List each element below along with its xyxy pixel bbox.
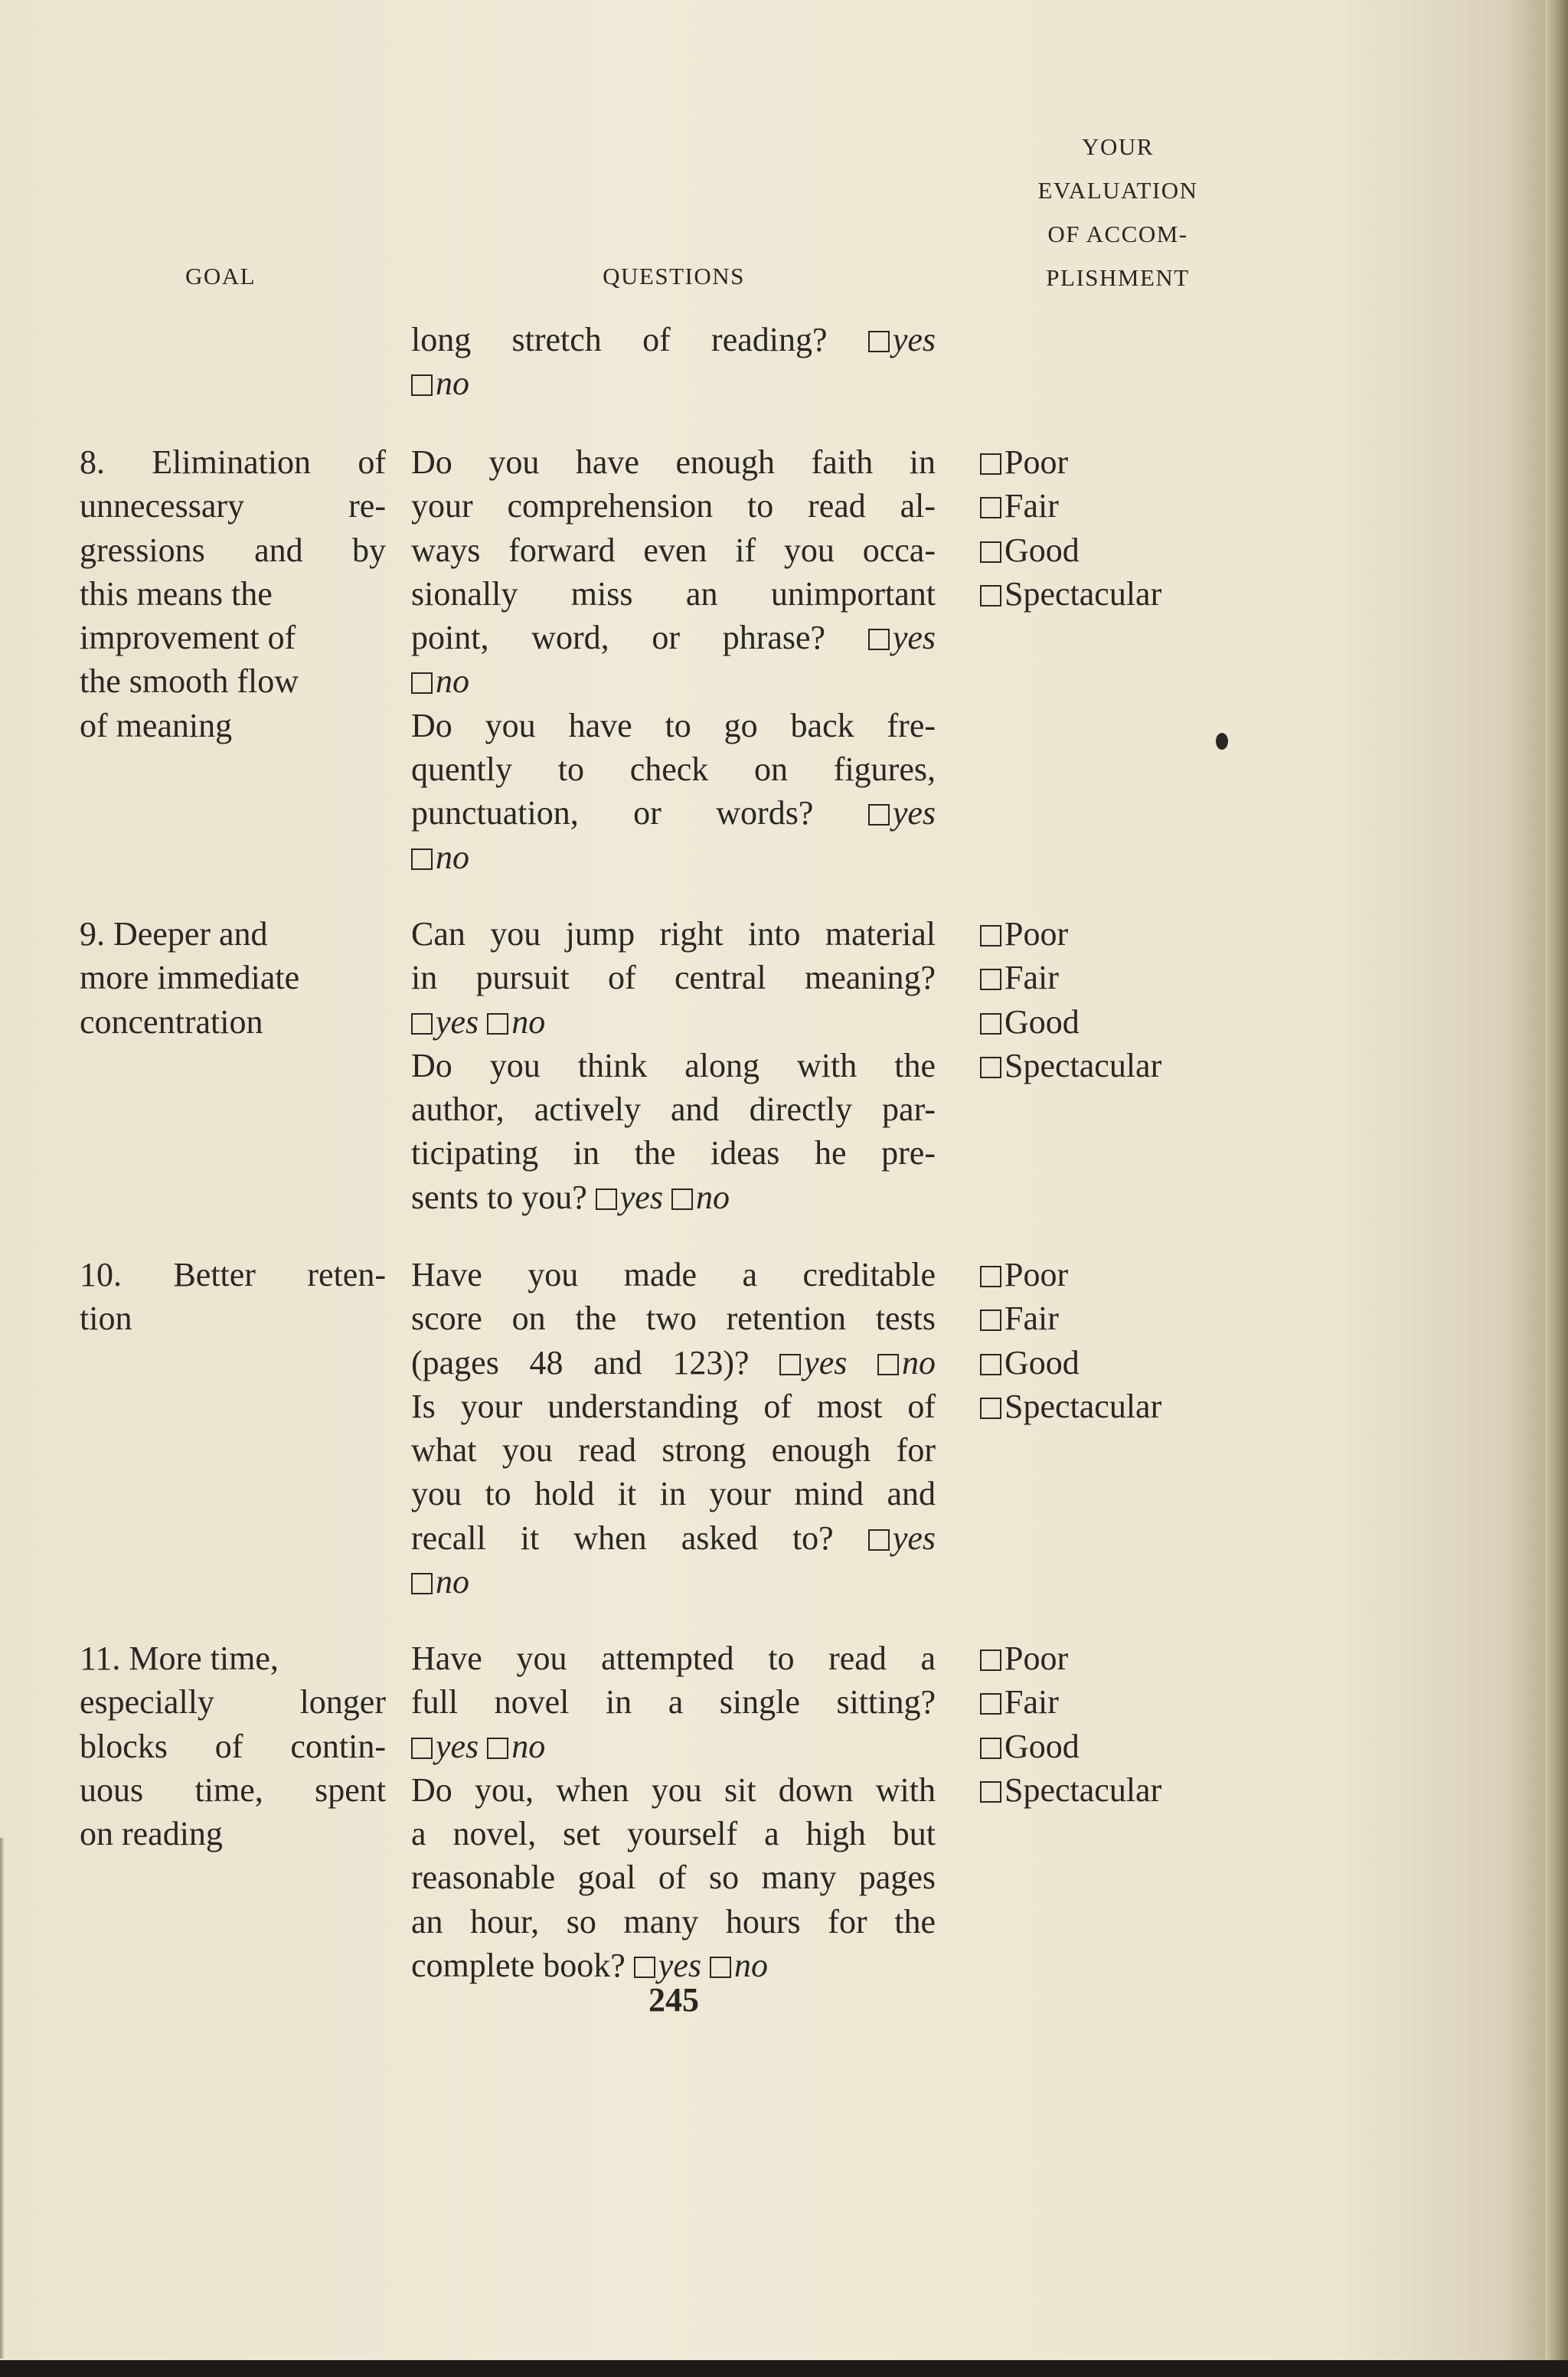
- question-line: long stretch of reading? yes: [411, 321, 936, 358]
- checkbox-icon: [980, 585, 1001, 607]
- checkbox-icon: [596, 1188, 617, 1210]
- checkbox-icon: [980, 1693, 1001, 1715]
- checkbox-no[interactable]: no: [411, 839, 469, 876]
- checkbox-icon: [411, 1013, 433, 1035]
- column-header-goal: GOAL: [185, 263, 256, 289]
- page-edge-shadow: [0, 1838, 5, 2359]
- checkbox-icon: [671, 1188, 693, 1210]
- column-header-questions: QUESTIONS: [603, 263, 745, 289]
- questions-11: Have you attempted to read a full novel in a single sitting? yes no Do you, when you sit down with a novel, set yourself a high but reasonable goal of so many pages an hour, so many hours for the complete book? yes no: [411, 1640, 936, 1985]
- evaluation-9: [980, 912, 1271, 1087]
- checkbox-icon: [877, 1354, 899, 1375]
- checkbox-icon: [779, 1354, 801, 1375]
- checkbox-icon: [980, 1354, 1001, 1375]
- checkbox-no[interactable]: no: [710, 1947, 768, 1984]
- checkbox-yes[interactable]: yes: [411, 1728, 479, 1765]
- checkbox-icon: [868, 1529, 890, 1551]
- checkbox-icon: [980, 497, 1001, 518]
- checkbox-yes[interactable]: yes: [411, 1003, 479, 1041]
- rating-option[interactable]: Poor: [980, 440, 1271, 484]
- checkbox-yes[interactable]: yes: [596, 1179, 663, 1216]
- continuation-question: [411, 318, 936, 406]
- goal-9: 9. Deeper and more immediate concentration: [80, 915, 300, 1041]
- rating-option[interactable]: Fair: [980, 1680, 1271, 1724]
- checkbox-icon: [980, 1309, 1001, 1331]
- checkbox-no[interactable]: no: [411, 365, 469, 402]
- evaluation-11: [980, 1636, 1271, 1812]
- checkbox-icon: [980, 541, 1001, 563]
- checkbox-icon: [868, 629, 890, 650]
- eval-header-line: OF ACCOM-: [1047, 221, 1188, 247]
- evaluation-10: [980, 1253, 1271, 1428]
- questions-10: Have you made a creditable score on the two retention tests (pages 48 and 123)? yes no Is your understanding of most of what you read strong enough for you to hold it in your mind and recall it when asked to? yes no: [411, 1256, 936, 1601]
- rating-option[interactable]: Good: [980, 1725, 1271, 1768]
- rating-option[interactable]: Fair: [980, 484, 1271, 528]
- checkbox-icon: [411, 1738, 433, 1759]
- goal-8: 8. Elimination of unnecessary re- gressions and by this means the improvement of the smooth flow of meaning: [80, 443, 386, 744]
- book-spine-shadow: [1545, 0, 1568, 2377]
- checkbox-no[interactable]: no: [411, 1563, 469, 1600]
- checkbox-yes[interactable]: yes: [868, 321, 936, 358]
- checkbox-no[interactable]: no: [411, 662, 469, 700]
- checkbox-icon: [980, 1057, 1001, 1078]
- checkbox-yes[interactable]: yes: [868, 619, 936, 656]
- checkbox-icon: [980, 1013, 1001, 1035]
- rating-option[interactable]: Good: [980, 1341, 1271, 1385]
- page-bottom-edge: [0, 2360, 1568, 2377]
- evaluation-8: [980, 440, 1271, 616]
- rating-option[interactable]: Poor: [980, 1636, 1271, 1680]
- checkbox-icon: [411, 672, 433, 694]
- questions-9: Can you jump right into material in pursuit of central meaning? yes no Do you think along with the author, actively and directly par- ticipating in the ideas he pre- sents to you? yes no: [411, 915, 936, 1216]
- checkbox-icon: [980, 925, 1001, 947]
- checkbox-no[interactable]: no: [877, 1344, 936, 1381]
- goal-10: 10. Better reten- tion: [80, 1256, 386, 1338]
- checkbox-icon: [487, 1013, 508, 1035]
- checkbox-no[interactable]: no: [671, 1179, 730, 1216]
- rating-option[interactable]: Fair: [980, 956, 1271, 999]
- goal-11: 11. More time, especially longer blocks of contin- uous time, spent on reading: [80, 1640, 386, 1853]
- checkbox-yes[interactable]: yes: [868, 794, 936, 832]
- rating-option[interactable]: Spectacular: [980, 1044, 1271, 1087]
- rating-option[interactable]: Good: [980, 528, 1271, 572]
- column-header-evaluation: [1003, 125, 1233, 299]
- checkbox-icon: [980, 1650, 1001, 1671]
- eval-header-line: EVALUATION: [1037, 177, 1198, 204]
- checkbox-icon: [980, 453, 1001, 475]
- rating-option[interactable]: Spectacular: [980, 1385, 1271, 1428]
- page-number: 245: [648, 1981, 699, 2019]
- rating-option[interactable]: Spectacular: [980, 1768, 1271, 1812]
- checkbox-no[interactable]: no: [487, 1003, 545, 1041]
- checkbox-icon: [868, 331, 890, 352]
- checkbox-icon: [980, 1781, 1001, 1803]
- checkbox-yes[interactable]: yes: [868, 1519, 936, 1557]
- checkbox-yes[interactable]: yes: [779, 1344, 847, 1381]
- checkbox-icon: [980, 1398, 1001, 1419]
- ink-spot: [1216, 733, 1228, 750]
- checkbox-icon: [980, 969, 1001, 990]
- question-line: [411, 361, 936, 405]
- rating-option[interactable]: Spectacular: [980, 572, 1271, 616]
- checkbox-icon: [411, 1573, 433, 1594]
- rating-option[interactable]: Fair: [980, 1296, 1271, 1340]
- checkbox-icon: [411, 848, 433, 870]
- rating-option[interactable]: Poor: [980, 912, 1271, 956]
- eval-header-line: YOUR: [1082, 133, 1154, 160]
- checkbox-icon: [487, 1738, 508, 1759]
- checkbox-icon: [980, 1738, 1001, 1759]
- checkbox-icon: [634, 1957, 655, 1978]
- checkbox-yes[interactable]: yes: [634, 1947, 701, 1984]
- rating-option[interactable]: Poor: [980, 1253, 1271, 1296]
- checkbox-icon: [868, 804, 890, 826]
- checkbox-icon: [710, 1957, 731, 1978]
- checkbox-no[interactable]: no: [487, 1728, 545, 1765]
- rating-option[interactable]: Good: [980, 1000, 1271, 1044]
- eval-header-line: PLISHMENT: [1046, 264, 1190, 291]
- questions-8: Do you have enough faith in your comprehension to read al- ways forward even if you occa- sionally miss an unimportant point, word, or phrase? yes no Do you have to go back fre- quently to check on figures, punctuation, or words? yes no: [411, 443, 936, 876]
- checkbox-icon: [980, 1266, 1001, 1287]
- checkbox-icon: [411, 374, 433, 396]
